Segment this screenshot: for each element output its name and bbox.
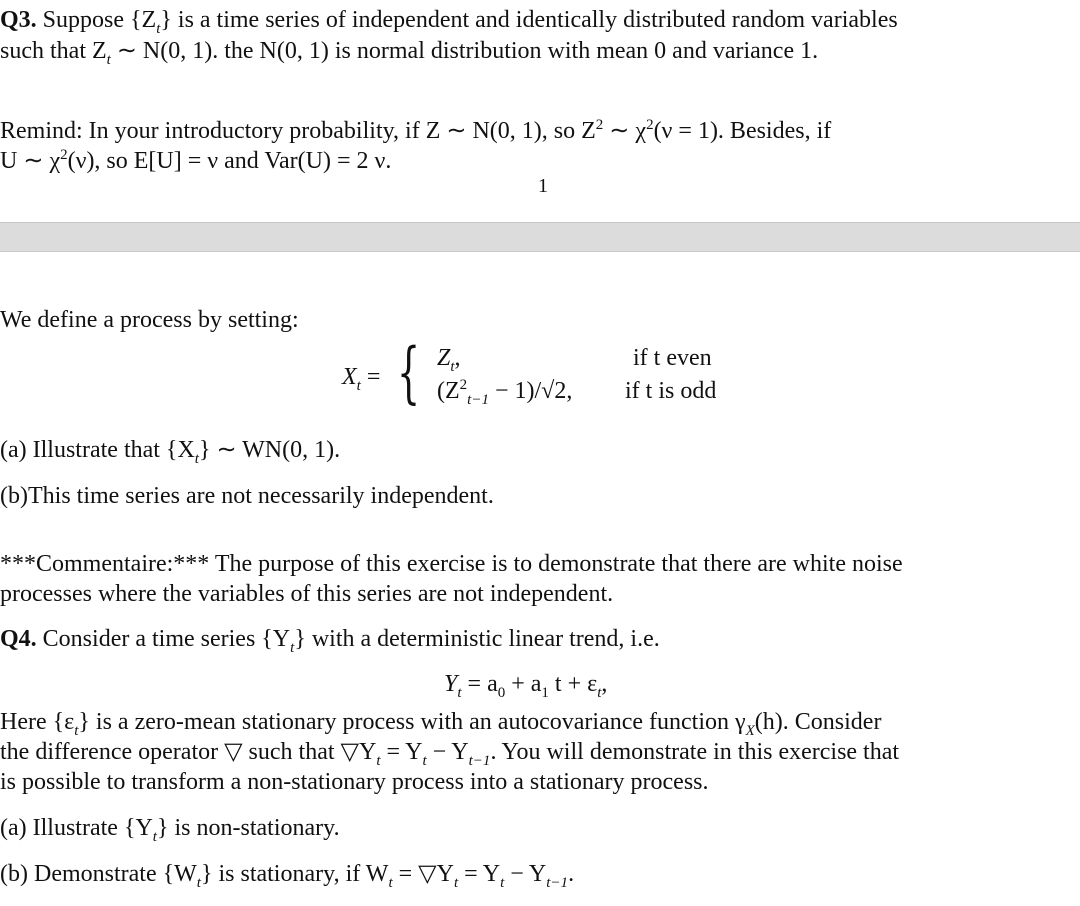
- commentaire-text-cont: processes where the variables of this series are not independent.: [0, 581, 614, 607]
- piecewise-lhs: $X_t$ =: [342, 364, 381, 394]
- subscript: t−1: [468, 752, 491, 769]
- q3-part-a-text: (a) Illustrate that {X: [0, 437, 195, 463]
- superscript: 2: [459, 377, 468, 393]
- q4-part-b-text: (b) Demonstrate {W: [0, 861, 197, 887]
- q4-here-text-cont: } is a zero-mean stationary process with an autocovariance function γ: [78, 709, 746, 735]
- q4-here-line-2: [0, 737, 899, 767]
- subscript: 0: [497, 684, 506, 701]
- q4-part-a-text: (a) Illustrate {Y: [0, 815, 153, 841]
- page-number: 1: [538, 175, 548, 197]
- q3-part-b: [0, 481, 494, 511]
- remind-line2-text-cont: (ν), so E[U] = ν and Var(U) = 2 ν.: [67, 148, 392, 174]
- subscript: t: [106, 51, 111, 68]
- q4-heading: Q4.: [0, 626, 37, 652]
- q4-part-b-text: = Y: [458, 861, 501, 887]
- q3-part-a-text-cont: } ∼ WN(0, 1).: [198, 437, 341, 463]
- q3-intro-text: Suppose {Z: [42, 7, 157, 33]
- subscript: t: [453, 874, 459, 891]
- q4-equation: [444, 669, 607, 699]
- case1-value: Z: [437, 345, 451, 371]
- q4-here-line-3: [0, 767, 709, 797]
- subscript: t: [388, 874, 393, 891]
- subscript: t: [290, 639, 295, 656]
- subscript: t: [196, 874, 201, 891]
- piecewise-case-1-value: $Z_t$,: [437, 345, 461, 375]
- q3-part-b-text: (b)This time series are not necessarily independent.: [0, 483, 494, 509]
- q4-intro-text: Consider a time series {Y: [42, 626, 291, 652]
- q3-intro-text-cont: } is a time series of independent and identically distributed random variables: [160, 7, 898, 33]
- piecewise-case-2-value: [437, 376, 572, 406]
- case2-value-cont: − 1)/√2,: [488, 378, 573, 404]
- subscript: t: [74, 722, 79, 739]
- q4-here2-text: . You will demonstrate in this exercise that: [490, 739, 900, 765]
- q4-here-text-end: (h). Consider: [754, 709, 882, 735]
- define-line: [0, 305, 299, 335]
- commentaire-text: ***Commentaire:*** The purpose of this exercise is to demonstrate that there are white noise: [0, 551, 903, 577]
- q4-part-b-text: = ▽Y: [392, 861, 454, 887]
- q4-part-b-text: .: [568, 861, 575, 887]
- q3-line2-text: such that Z: [0, 38, 107, 64]
- commentaire-line-2: [0, 579, 613, 609]
- define-text: We define a process by setting:: [0, 307, 299, 333]
- q4-part-b-text: − Y: [504, 861, 547, 887]
- subscript: t: [500, 874, 505, 891]
- subscript: t−1: [546, 874, 569, 891]
- q4-part-a: [0, 813, 340, 843]
- q4-intro-text-cont: } with a deterministic linear trend, i.e.: [294, 626, 660, 652]
- equation-part: + a: [505, 671, 542, 697]
- subscript: t: [376, 752, 381, 769]
- subscript: t: [356, 377, 361, 394]
- q4-here3-text: is possible to transform a non-stationary process into a stationary process.: [0, 769, 709, 795]
- equation-y: Y: [444, 671, 458, 697]
- q3-heading: Q3.: [0, 7, 37, 33]
- q4-line-1: [0, 624, 660, 654]
- q4-part-a-text-cont: } is non-stationary.: [156, 815, 340, 841]
- remind-line2-text: U ∼ χ: [0, 148, 61, 174]
- equation-part: ,: [601, 671, 608, 697]
- subscript: 1: [541, 684, 549, 701]
- q4-here-text: Here {ε: [0, 709, 75, 735]
- piecewise-case-1-condition: [633, 343, 712, 373]
- equation-part: t + ε: [548, 671, 598, 697]
- page-separator: [0, 222, 1080, 252]
- pdf-page-top: [0, 0, 1080, 222]
- subscript: t: [194, 450, 199, 467]
- case2-condition: if t is odd: [625, 378, 717, 404]
- left-brace-icon: {: [397, 334, 421, 411]
- superscript: 2: [60, 147, 68, 163]
- q4-part-b: [0, 859, 574, 889]
- case2-value: (Z: [437, 378, 460, 404]
- q4-here-line-1: [0, 707, 881, 737]
- remind-text-end: (ν = 1). Besides, if: [653, 118, 832, 144]
- remind-text-cont: ∼ χ: [603, 118, 647, 144]
- x-variable: X: [342, 364, 357, 390]
- equation-part: = a: [461, 671, 498, 697]
- subscript: t: [457, 684, 462, 701]
- remind-text: Remind: In your introductory probability, if Z ∼ N(0, 1), so Z: [0, 118, 596, 144]
- subscript: t: [422, 752, 427, 769]
- case1-condition: if t even: [633, 345, 712, 371]
- subscript: t: [450, 358, 455, 375]
- q4-part-b-text: } is stationary, if W: [200, 861, 389, 887]
- q4-here2-text: − Y: [426, 739, 469, 765]
- superscript: 2: [595, 117, 604, 133]
- subscript: t: [156, 20, 161, 37]
- remind-line-1: [0, 116, 831, 146]
- remind-line-2: [0, 146, 391, 176]
- q4-here2-text: = Y: [380, 739, 423, 765]
- q3-part-a: [0, 435, 340, 465]
- q3-line2-text-cont: ∼ N(0, 1). the N(0, 1) is normal distribution with mean 0 and variance 1.: [110, 38, 819, 64]
- q3-line-1: [0, 5, 898, 35]
- piecewise-case-2-condition: [625, 376, 716, 406]
- subscript: t: [597, 684, 602, 701]
- commentaire-line-1: [0, 549, 903, 579]
- subscript: t−1: [467, 391, 489, 408]
- q4-here2-text: the difference operator ▽ such that ▽Y: [0, 739, 377, 765]
- subscript: t: [152, 828, 157, 845]
- superscript: 2: [646, 117, 654, 133]
- q3-line-2: [0, 36, 818, 66]
- subscript: X: [745, 722, 755, 739]
